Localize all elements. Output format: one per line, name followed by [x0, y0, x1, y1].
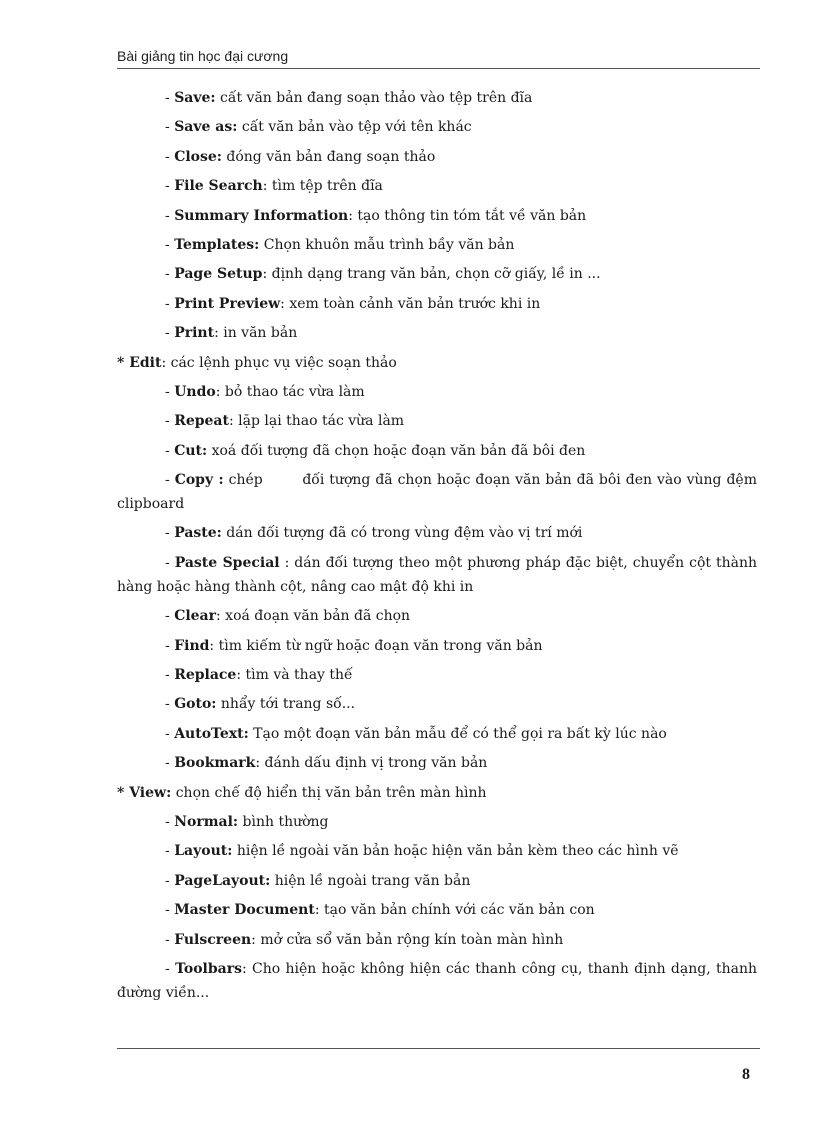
page-number: 8 — [742, 1066, 750, 1083]
list-item: - Toolbars: Cho hiện hoặc không hiện các thanh công cụ, thanh định dạng, thanh đường viền... — [117, 960, 757, 1001]
list-item: - Bookmark: đánh dấu định vị trong văn bản — [165, 755, 488, 772]
list-item: - Master Document: tạo văn bản chính với các văn bản con — [165, 902, 595, 919]
section-heading-edit: * Edit: các lệnh phục vụ việc soạn thảo — [117, 354, 397, 371]
list-item: - Repeat: lặp lại thao tác vừa làm — [165, 413, 405, 430]
footer-rule — [117, 1048, 760, 1049]
list-item: - Cut: xoá đối tượng đã chọn hoặc đoạn văn bản đã bôi đen — [165, 442, 586, 459]
list-item: - Print: in văn bản — [165, 325, 298, 342]
header-rule — [117, 68, 760, 69]
list-item: - Clear: xoá đoạn văn bản đã chọn — [165, 608, 411, 625]
list-item: - Undo: bỏ thao tác vừa làm — [165, 383, 365, 400]
list-item: - Page Setup: định dạng trang văn bản, chọn cỡ giấy, lề in ... — [165, 266, 601, 283]
document-body — [117, 86, 762, 1010]
list-item: - AutoText: Tạo một đoạn văn bản mẫu để có thể gọi ra bất kỳ lúc nào — [165, 725, 667, 742]
list-item: - Paste Special : dán đối tượng theo một phương pháp đặc biệt, chuyển cột thành hàng hoặc hàng thành cột, nâng cao mật độ khi in — [117, 554, 757, 595]
list-item: - Close: đóng văn bản đang soạn thảo — [165, 148, 436, 165]
list-item: - Paste: dán đối tượng đã có trong vùng đệm vào vị trí mới — [165, 525, 583, 542]
list-item: - Summary Information: tạo thông tin tóm tắt về văn bản — [165, 207, 587, 224]
list-item: - Templates: Chọn khuôn mẫu trình bầy văn bản — [165, 236, 515, 253]
list-item: - Normal: bình thường — [165, 813, 329, 830]
list-item: - Print Preview: xem toàn cảnh văn bản trước khi in — [165, 295, 541, 312]
list-item: - Copy : chép đối tượng đã chọn hoặc đoạn văn bản đã bôi đen vào vùng đệm clipboard — [117, 472, 762, 513]
list-item: - Save: cất văn bản đang soạn thảo vào tệp trên đĩa — [165, 90, 533, 106]
list-item: - Layout: hiện lề ngoài văn bản hoặc hiện văn bản kèm theo các hình vẽ — [165, 843, 679, 860]
list-item: - File Search: tìm tệp trên đĩa — [165, 178, 383, 195]
list-item: - Find: tìm kiếm từ ngữ hoặc đoạn văn trong văn bản — [165, 637, 543, 654]
list-item: - Replace: tìm và thay thế — [165, 667, 353, 684]
list-item: - Save as: cất văn bản vào tệp với tên khác — [165, 119, 472, 136]
page-header: Bài giảng tin học đại cương — [117, 48, 289, 64]
list-item: - Goto: nhẩy tới trang số... — [165, 696, 356, 713]
list-item: - PageLayout: hiện lề ngoài trang văn bản — [165, 872, 471, 889]
list-item: - Fulscreen: mở cửa sổ văn bản rộng kín toàn màn hình — [165, 931, 564, 948]
section-heading-view: * View: chọn chế độ hiển thị văn bản trên màn hình — [117, 784, 487, 801]
